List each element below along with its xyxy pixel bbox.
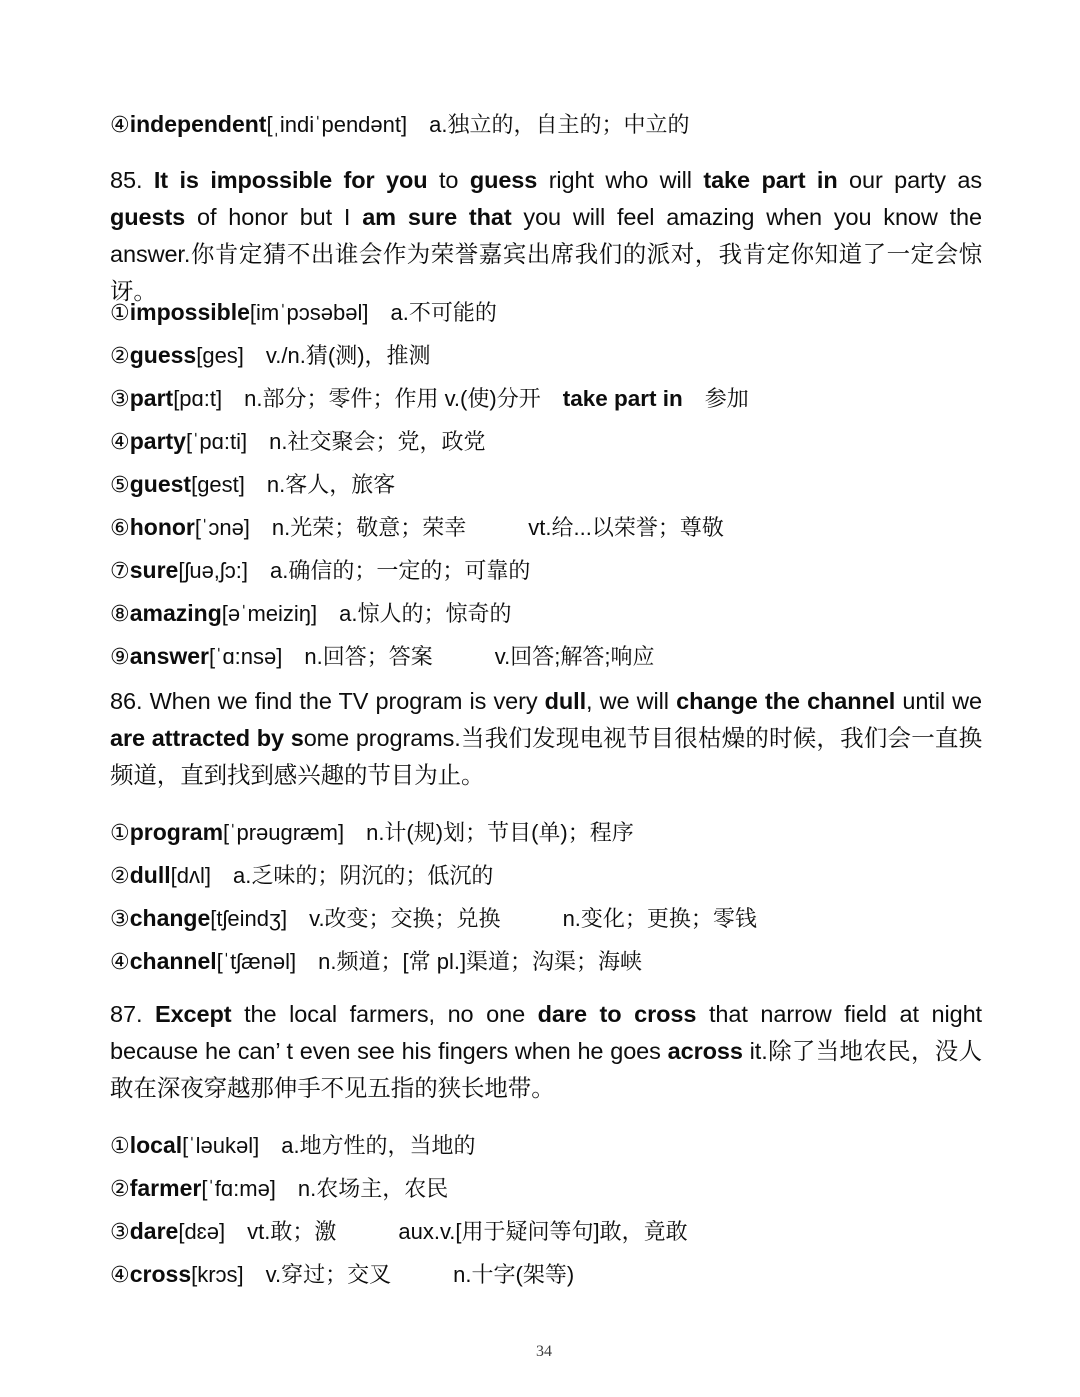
entry-word: program	[129, 819, 224, 845]
entry-extra-definition: n.十字(架等)	[453, 1262, 575, 1287]
vocab-list-85	[110, 291, 978, 678]
entry-word: party	[129, 428, 186, 454]
sentence-fragment: right who will	[537, 167, 704, 193]
sentence-bold-fragment: take part in	[703, 167, 838, 193]
vocab-list-87	[110, 1124, 978, 1296]
sentence-fragment: it.	[742, 1038, 768, 1064]
sentence-fragment: that narrow field at night because he can’ t even see his fingers when he goes	[110, 1001, 982, 1064]
vocab-entry-line	[110, 854, 978, 897]
sentence-text-85	[110, 162, 982, 310]
entry-index: ②	[110, 863, 130, 888]
entry-definition: a.地方性的，当地的	[281, 1133, 476, 1158]
sentence-fragment: 当我们发现电视节目很枯燥的时候，我们会一直换频道，直到找到感兴趣的节目为止。	[110, 725, 982, 788]
entry-ipa: [ˈprəugræm]	[223, 820, 345, 845]
sentence-bold-fragment: are attracted by s	[110, 725, 304, 751]
entry-ipa: [ˌindiˈpendənt]	[266, 112, 408, 137]
sentence-body	[110, 167, 982, 304]
entry-ipa: [dʌl]	[170, 863, 211, 888]
entry-index: ①	[110, 300, 130, 325]
entry-ipa: [ˈləukəl]	[182, 1133, 260, 1158]
vocab-entry-line	[110, 377, 978, 420]
entry-definition: a.确信的；一定的；可靠的	[270, 558, 531, 583]
vocab-entry-line	[110, 291, 978, 334]
entry-word: farmer	[129, 1175, 202, 1201]
entry-ipa: [imˈpɔsəbəl]	[249, 300, 369, 325]
entry-extra-definition: v.回答;解答;响应	[494, 644, 655, 669]
entry-definition: a.独立的，自主的；中立的	[429, 112, 690, 137]
entry-index: ⑧	[110, 601, 130, 626]
entry-word: dare	[129, 1218, 179, 1244]
vocab-entry-line	[110, 1253, 978, 1296]
sentence-bold-fragment: guess	[469, 167, 538, 193]
vocab-entry-line	[110, 463, 978, 506]
document-page	[110, 0, 983, 1397]
sentence-fragment: 你肯定猜不出谁会作为荣誉嘉宾出席我们的派对，我肯定你知道了一定会惊讶。	[110, 241, 982, 304]
entry-extra-definition: n.变化；更换；零钱	[562, 906, 757, 931]
vocab-entry-line	[110, 1124, 978, 1167]
top-vocab-entry	[110, 103, 978, 146]
entry-word: cross	[129, 1261, 192, 1287]
sentence-bold-fragment: am sure that	[362, 204, 512, 230]
entry-definition: n.客人，旅客	[266, 472, 396, 497]
vocab-entry-line	[110, 549, 978, 592]
entry-index: ③	[110, 386, 130, 411]
entry-ipa: [ʃuə,ʃɔ:]	[178, 558, 249, 583]
sentence-text-87	[110, 996, 982, 1107]
sentence-bold-fragment: guests	[110, 204, 186, 230]
entry-index: ⑤	[110, 472, 130, 497]
sentence-number: 86.	[110, 688, 143, 714]
entry-index: ⑦	[110, 558, 130, 583]
vocab-entry-line	[110, 940, 978, 983]
entry-word: dull	[129, 862, 171, 888]
sentence-body	[110, 1001, 982, 1101]
vocab-entry-line	[110, 1167, 978, 1210]
sentence-fragment: , we will	[586, 688, 677, 714]
entry-index: ①	[110, 820, 130, 845]
entry-word: honor	[129, 514, 195, 540]
entry-definition: a.乏味的；阴沉的；低沉的	[232, 863, 494, 888]
entry-ipa: [tʃeindʒ]	[210, 906, 288, 931]
sentence-number: 87.	[110, 1001, 143, 1027]
entry-ipa: [ges]	[196, 343, 244, 368]
entry-index: ③	[110, 1219, 130, 1244]
sentence-bold-fragment: Except	[155, 1001, 232, 1027]
sentence-fragment: you will feel amazing when you know the answer.	[110, 204, 982, 267]
sentence-bold-fragment: dull	[544, 688, 587, 714]
entry-definition: vt.敢；激	[247, 1219, 337, 1244]
entry-definition: n.部分；零件；作用 v.(使)分开	[244, 386, 541, 411]
entry-ipa: [gest]	[191, 472, 245, 497]
entry-ipa: [ˈpɑ:ti]	[185, 429, 248, 454]
vocab-entry-line	[110, 334, 978, 377]
entry-index: ④	[110, 429, 130, 454]
entry-word: sure	[129, 557, 179, 583]
sentence-text-86	[110, 683, 982, 794]
entry-index: ②	[110, 1176, 130, 1201]
vocab-list-86	[110, 811, 978, 983]
sentence-body	[110, 688, 982, 788]
entry-ipa: [pɑ:t]	[173, 386, 223, 411]
entry-definition: v./n.猜(测)，推测	[265, 343, 431, 368]
entry-ipa: [əˈmeiziŋ]	[221, 601, 318, 626]
entry-word: impossible	[129, 299, 250, 325]
sentence-fragment: to	[427, 167, 470, 193]
entry-word: amazing	[129, 600, 222, 626]
sentence-block-86	[110, 683, 982, 794]
entry-word: local	[129, 1132, 183, 1158]
entry-index: ④	[110, 112, 130, 137]
entry-ipa: [ˈfɑ:mə]	[201, 1176, 276, 1201]
entry-definition: n.农场主，农民	[297, 1176, 449, 1201]
entry-phrase-definition: 参加	[704, 386, 749, 411]
entry-word: answer	[129, 643, 209, 669]
entry-definition: n.光荣；敬意；荣幸	[271, 515, 467, 540]
vocab-entry-line	[110, 506, 978, 549]
entry-ipa: [ˈɑ:nsə]	[209, 644, 283, 669]
sentence-fragment: our party as	[837, 167, 983, 193]
entry-word: part	[129, 385, 174, 411]
sentence-bold-fragment: change the channel	[676, 688, 896, 714]
entry-index: ⑨	[110, 644, 130, 669]
entry-definition: v.穿过；交叉	[265, 1262, 392, 1287]
sentence-fragment: 除了当地农民，没人敢在深夜穿越那伸手不见五指的狭长地带。	[110, 1038, 982, 1101]
entry-definition: n.社交聚会；党，政党	[269, 429, 486, 454]
vocab-entry-line	[110, 635, 978, 678]
sentence-fragment: the local farmers, no one	[231, 1001, 538, 1027]
sentence-number: 85.	[110, 167, 143, 193]
entry-extra-definition: aux.v.[用于疑问等句]敢，竟敢	[398, 1219, 688, 1244]
vocab-entry-line	[110, 1210, 978, 1253]
sentence-fragment: of honor but I	[185, 204, 363, 230]
entry-definition: a.不可能的	[390, 300, 497, 325]
vocab-entry-line	[110, 897, 978, 940]
entry-index: ④	[110, 1262, 130, 1287]
sentence-bold-fragment: It is impossible for you	[153, 167, 428, 193]
entry-ipa: [ˈɔnə]	[194, 515, 250, 540]
entry-ipa: [dɛə]	[178, 1219, 226, 1244]
sentence-fragment: until we	[895, 688, 982, 714]
entry-word: channel	[129, 948, 217, 974]
entry-index: ⑥	[110, 515, 130, 540]
entry-word: guest	[129, 471, 192, 497]
sentence-bold-fragment: dare to cross	[537, 1001, 697, 1027]
entry-definition: n.计(规)划；节目(单)；程序	[366, 820, 634, 845]
entry-index: ④	[110, 949, 130, 974]
entry-word: independent	[129, 111, 267, 137]
sentence-bold-fragment: across	[667, 1038, 743, 1064]
entry-definition: n.回答；答案	[304, 644, 433, 669]
vocab-entry-line	[110, 103, 978, 146]
entry-index: ③	[110, 906, 130, 931]
vocab-entry-line	[110, 811, 978, 854]
page-number: 34	[536, 1343, 552, 1360]
entry-index: ②	[110, 343, 130, 368]
entry-definition: n.频道；[常 pl.]渠道；沟渠；海峡	[318, 949, 643, 974]
sentence-block-85	[110, 162, 982, 310]
vocab-entry-line	[110, 592, 978, 635]
entry-word: change	[129, 905, 211, 931]
entry-phrase: take part in	[562, 386, 683, 411]
entry-definition: v.改变；交换；兑换	[309, 906, 501, 931]
entry-index: ①	[110, 1133, 130, 1158]
vocab-entry-line	[110, 420, 978, 463]
entry-word: guess	[129, 342, 197, 368]
entry-definition: a.惊人的；惊奇的	[339, 601, 512, 626]
entry-ipa: [krɔs]	[191, 1262, 244, 1287]
sentence-fragment: When we find the TV program is very	[149, 688, 545, 714]
sentence-block-87	[110, 996, 982, 1107]
entry-extra-definition: vt.给...以荣誉；尊敬	[528, 515, 724, 540]
sentence-fragment: ome programs.	[303, 725, 461, 751]
entry-ipa: [ˈtʃænəl]	[216, 949, 297, 974]
